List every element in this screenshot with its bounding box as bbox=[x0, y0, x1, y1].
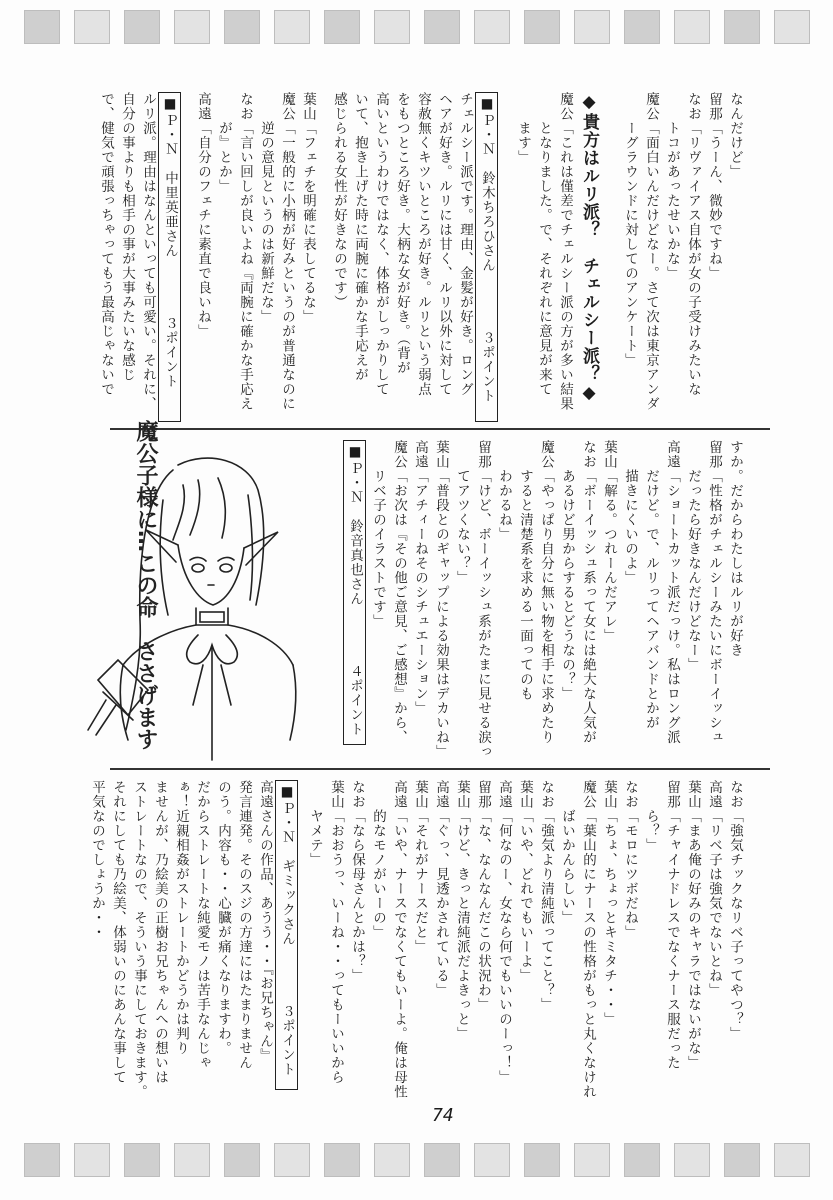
dialog-line: 高遠「リベ子は強気でないとね」 bbox=[706, 780, 722, 998]
dialog-line: 高遠「自分のフェチに素直で良いね」 bbox=[195, 92, 211, 339]
dialog-line: 高遠「ぐっ、見透かされている」 bbox=[433, 780, 449, 998]
dialog-line: 魔公「一般的に小柄が好みというのが普通なのに bbox=[279, 92, 295, 411]
card-line: ルリ派。理由はなんといっても可愛い。それに、 bbox=[140, 92, 156, 411]
dialog-line: トコがあったせいかな」 bbox=[664, 92, 680, 281]
dialog-line: すると清楚系を求める一面ってのも bbox=[517, 440, 533, 701]
dialog-line: 留那「性格がチェルシーみたいにボーイッシュ bbox=[706, 440, 722, 745]
card-line: をもつところ好き。大柄な女が好き。（背が bbox=[394, 92, 410, 376]
dialog-line: だったら好きなんだけどなー」 bbox=[685, 440, 701, 672]
dialog-line: ばいかんらしい」 bbox=[559, 780, 575, 925]
card-nakazato bbox=[91, 92, 181, 422]
dialog-line: なんだけど」 bbox=[727, 92, 743, 179]
dialog-line: 描きにくいのよ」 bbox=[622, 440, 638, 585]
card-suzuki bbox=[323, 92, 498, 422]
dialog-line: 葉山「それがナースだと」 bbox=[412, 780, 428, 954]
dialog-mid1 bbox=[188, 92, 318, 422]
card-line: 高遠さんの作品、あうう・・『お兄ちゃん』 bbox=[257, 780, 273, 1064]
card-line: 自分の事よりも相手の事が大事みたいな感じ bbox=[119, 92, 135, 382]
card-line: 平気なのでしょうか・・ bbox=[89, 780, 105, 940]
dialog-line: 魔公「葉山的にナースの性格がもっと丸くなけれ bbox=[580, 780, 596, 1099]
dialog-line: なお「強気より清純派ってこと？」 bbox=[538, 780, 554, 1012]
card-line: で、健気で頑張っちゃってもう最高じゃないで bbox=[98, 92, 114, 397]
dialog-line: なお「言い回しが良いよね『両腕に確かな手応え bbox=[237, 92, 253, 411]
card-header: ■Ｐ・Ｎ 中里英亜さん ３ポイント bbox=[158, 92, 181, 422]
dialog-line: 魔公「お次は『その他ご意見、ご感想』から、 bbox=[391, 440, 407, 745]
dialog-line: 葉山「解る。つれーんだアレ」 bbox=[601, 440, 617, 643]
card-line: 高いというわけではなく、体格がしっかりして bbox=[373, 92, 389, 397]
dialog-line: ヤメテ」 bbox=[307, 780, 323, 867]
intro-line: となりました。で、それぞれに意見が来て bbox=[536, 92, 552, 397]
dialog-line: リベ子のイラストです」 bbox=[370, 440, 386, 629]
card-line: チェルシー派です。理由、金髪が好き。ロング bbox=[457, 92, 473, 397]
dialog-line: 高遠「ショートカット派だっけ。私はロング派 bbox=[664, 440, 680, 745]
dialog-line: 魔公「やっぱり自分に無い物を相手に求めたり bbox=[538, 440, 554, 745]
card-header: ■Ｐ・Ｎ 鈴木ちろひさん ３ポイント bbox=[475, 92, 498, 422]
dialog-line: 逆の意見というのは新鮮だな」 bbox=[258, 92, 274, 324]
dialog-line: 魔公「面白いんだけどなー。さて次は東京アンダ bbox=[643, 92, 659, 411]
page-number: 74 bbox=[432, 1105, 454, 1126]
card-line: ヘアが好き。ルリには甘く、ルリ以外に対して bbox=[436, 92, 452, 397]
card-line: それにしても乃絵美、体弱いのにあんな事して bbox=[110, 780, 126, 1085]
intro-line: 魔公「これは僅差でチェルシー派の方が多い結果 bbox=[557, 92, 573, 411]
dialog-line: 留那「うーん、微妙ですね」 bbox=[706, 92, 722, 281]
dialog-top bbox=[615, 92, 745, 422]
dialog-line: 葉山「いや、どれでもいーよ」 bbox=[517, 780, 533, 983]
card-header: ■Ｐ・Ｎ 鈴音真也さん ４ポイント bbox=[343, 440, 366, 745]
dialog-line: 高遠「いや、ナースでなくてもいーよ。俺は母性 bbox=[391, 780, 407, 1099]
dialog-line: が』とか」 bbox=[216, 92, 232, 194]
dialog-line: なお「ボーイッシュ系って女には絶大な人気が bbox=[580, 440, 596, 745]
card-line: だからストレートな純愛モノは苦手なんじゃ bbox=[194, 780, 210, 1070]
top-border-strip bbox=[0, 10, 833, 50]
section-title: ◆貴方はルリ派？ チェルシー派？◆ bbox=[579, 92, 599, 404]
dialog-line: 葉山「ちょ、ちょっとキミタチ・・」 bbox=[601, 780, 617, 1027]
dialog-line: 葉山「フェチを明確に表してるな」 bbox=[300, 92, 316, 324]
intro-line: ます」 bbox=[515, 92, 531, 165]
dialog-line: 的なモノがいーの」 bbox=[370, 780, 386, 940]
dialog-line: ら？」 bbox=[643, 780, 659, 853]
dialog-line: わかるね」 bbox=[496, 440, 512, 542]
card-line: ませんが、乃絵美の正樹お兄ちゃんへの想いは bbox=[152, 780, 168, 1085]
dialog-line: 葉山「おおうっ、いーね・・ってもーいいから bbox=[328, 780, 344, 1085]
card-line: ストレートなので、そういう事にしておきます。 bbox=[131, 780, 147, 1099]
card-suzune bbox=[336, 440, 366, 745]
illustration-caption: 魔公子様に…この命 ささげます bbox=[133, 420, 158, 750]
dialog-line: あるけど男からするとどうなの？」 bbox=[559, 440, 575, 701]
dialog-line: すか。だからわたしはルリが好き bbox=[727, 440, 743, 658]
dialog-line: 高遠「何なのー、女なら何でもいいのーっ！」 bbox=[496, 780, 512, 1085]
dialog-line: 留那「チャイナドレスでなくナース服だった bbox=[664, 780, 680, 1070]
card-line: 発言連発。そのスジの方達にはたまりません bbox=[236, 780, 252, 1070]
dialog-line: なお「強気チックなリベ子ってやつ？」 bbox=[727, 780, 743, 1041]
intro-text bbox=[505, 92, 575, 422]
dialog-line: なお「なら保母さんとかは？」 bbox=[349, 780, 365, 983]
dialog-line: 葉山「まあ俺の好みのキャラではないがな」 bbox=[685, 780, 701, 1070]
dialog-line: 留那「な、なんなんだこの状況わ」 bbox=[475, 780, 491, 1012]
dialog-line: てアツくない？」 bbox=[454, 440, 470, 585]
dialog-line: 葉山「けど、きっと清純派だよきっと」 bbox=[454, 780, 470, 1041]
dialog-line: なお「リヴァイアス自体が女の子受けみたいな bbox=[685, 92, 701, 397]
dialog-line: なお「モロにツボだね」 bbox=[622, 780, 638, 940]
dialog-line: ーグラウンドに対してのアンケート」 bbox=[622, 92, 638, 368]
dialog-mid-right bbox=[340, 440, 745, 759]
dialog-bottom bbox=[305, 780, 745, 1099]
card-gimmick bbox=[78, 780, 298, 1099]
dialog-line: 葉山「普段とのギャップによる効果はデカいね」 bbox=[433, 440, 449, 759]
card-line: いて、抱き上げた時に両腕に確かな手応えが bbox=[352, 92, 368, 382]
dialog-line: 留那「けど、ボーイッシュ系がたまに見せる涙っ bbox=[475, 440, 491, 759]
card-line: 感じられる女性が好きなのです） bbox=[331, 92, 347, 310]
dialog-line: だけど。で、ルリってヘアバンドとかが bbox=[643, 440, 659, 730]
bottom-border-strip bbox=[0, 1143, 833, 1183]
card-line: のう。内容も・・心臓が痛くなりますわ。 bbox=[215, 780, 231, 1056]
card-line: ぁ！近親相姦がストレートかどうかは判り bbox=[173, 780, 189, 1056]
card-line: 容赦無くキツいところが好き。ルリという弱点 bbox=[415, 92, 431, 397]
dialog-line: 高遠「アチィーねそのシチュエーション」 bbox=[412, 440, 428, 716]
card-header: ■Ｐ・Ｎ ギミックさん ３ポイント bbox=[275, 780, 298, 1090]
divider-rule bbox=[110, 768, 770, 770]
